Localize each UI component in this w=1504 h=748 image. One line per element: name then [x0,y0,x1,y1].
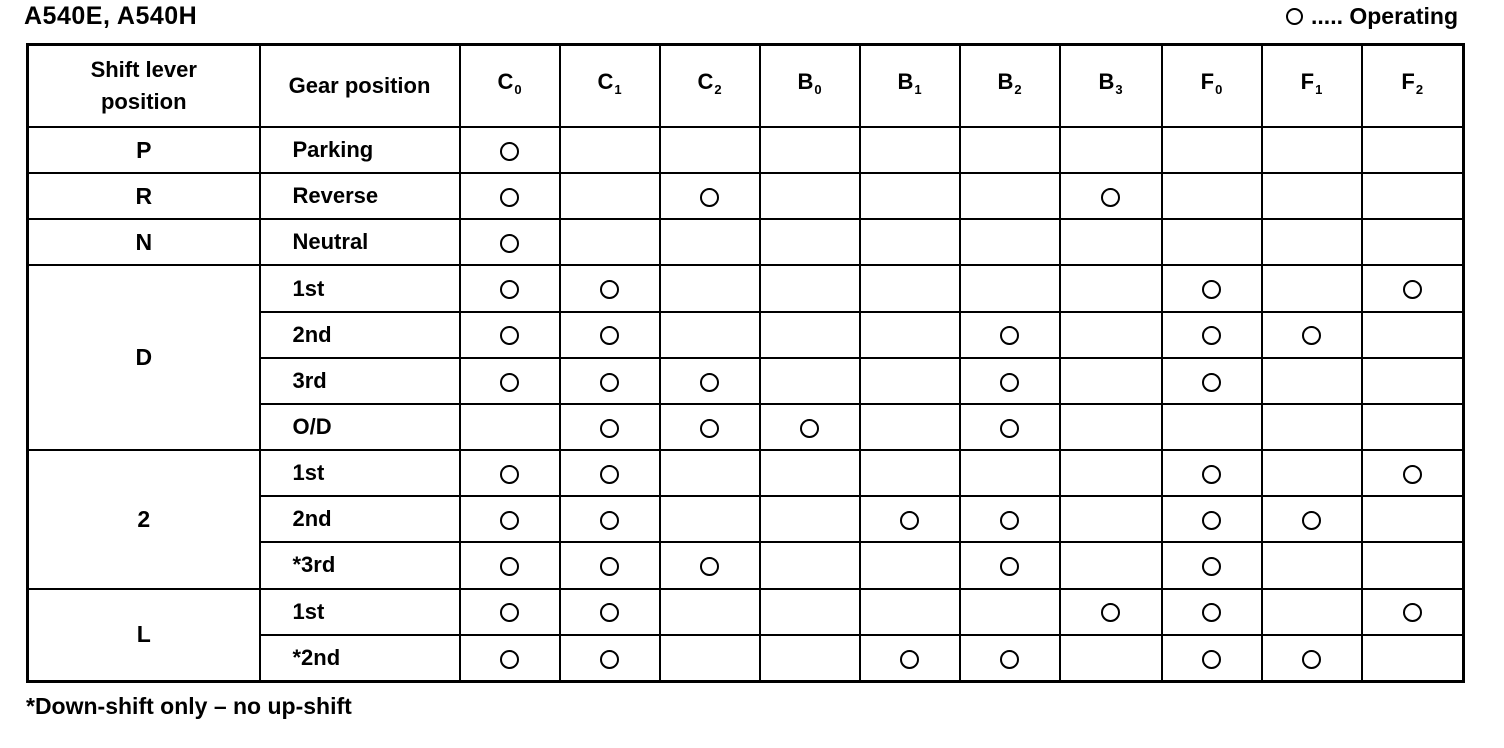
operating-circle-icon [600,511,619,530]
operation-cell [1262,127,1362,173]
operation-cell [660,450,760,496]
footnote: *Down-shift only – no up-shift [26,693,352,719]
operation-cell [1262,635,1362,682]
operation-cell [1162,358,1262,404]
operation-cell [760,127,860,173]
table-row [28,219,1464,265]
operation-cell [760,635,860,682]
operation-cell [460,635,560,682]
shift-lever-cell: 2 [28,450,260,588]
operation-cell [1362,219,1464,265]
operation-cell [1060,542,1162,588]
operating-circle-icon [1101,603,1120,622]
operation-cell [660,496,760,542]
operation-cell [1162,404,1262,450]
operation-cell [1162,589,1262,635]
operation-cell [1060,635,1162,682]
operation-cell [1362,265,1464,311]
operation-cell [1060,404,1162,450]
operation-cell [860,404,960,450]
operation-cell [660,635,760,682]
operation-cell [460,542,560,588]
operation-cell [1362,173,1464,219]
operating-circle-icon [800,419,819,438]
header-element: $F_0$ [1162,45,1262,128]
operation-cell [660,312,760,358]
operation-cell [560,496,660,542]
operating-circle-icon [700,419,719,438]
header-element: $F_1$ [1262,45,1362,128]
operating-circle-icon [600,373,619,392]
operating-circle-icon [900,511,919,530]
operation-cell [1362,358,1464,404]
operating-circle-icon [900,650,919,669]
operation-cell [760,358,860,404]
operation-cell [1162,450,1262,496]
legend [1286,3,1458,30]
operation-cell [1162,496,1262,542]
shift-lever-cell: L [28,589,260,682]
shift-lever-cell: R [28,173,260,219]
operation-cell [960,496,1060,542]
operating-circle-icon [500,373,519,392]
header-element: $C_0$ [460,45,560,128]
operation-cell [1162,265,1262,311]
operating-circle-icon [500,650,519,669]
operating-circle-icon [500,188,519,207]
operation-cell [1060,127,1162,173]
operation-cell [960,219,1060,265]
operating-circle-icon [500,603,519,622]
operation-cell [460,404,560,450]
operation-cell [560,219,660,265]
operation-cell [960,358,1060,404]
operation-cell [1262,589,1362,635]
operating-circle-icon [1202,557,1221,576]
operating-circle-icon [500,557,519,576]
operating-circle-icon [1302,326,1321,345]
operating-circle-icon [500,142,519,161]
operation-cell [760,450,860,496]
operation-cell [1362,312,1464,358]
operation-cell [660,127,760,173]
gear-position-cell: *3rd [260,542,460,588]
gear-position-cell: O/D [260,404,460,450]
header-element: $B_1$ [860,45,960,128]
operation-cell [860,265,960,311]
operation-cell [760,312,860,358]
operation-cell [1262,358,1362,404]
table-row [28,265,1464,311]
operation-cell [860,496,960,542]
operation-cell [1362,450,1464,496]
operating-circle-icon [500,280,519,299]
operation-cell [760,173,860,219]
operation-cell [1060,312,1162,358]
operating-circle-icon [700,557,719,576]
operation-cell [660,404,760,450]
operation-cell [1262,450,1362,496]
operation-cell [1362,542,1464,588]
header-element: $F_2$ [1362,45,1464,128]
operation-cell [1362,404,1464,450]
operating-circle-icon [1202,373,1221,392]
operating-circle-icon [1000,511,1019,530]
operation-cell [960,312,1060,358]
operation-cell [760,404,860,450]
header-element: $B_0$ [760,45,860,128]
operation-cell [1262,265,1362,311]
operation-cell [460,358,560,404]
operation-cell [1162,542,1262,588]
header-element: $C_1$ [560,45,660,128]
operating-circle-icon [1000,326,1019,345]
operation-cell [560,127,660,173]
operation-cell [460,589,560,635]
operating-circle-icon [1000,557,1019,576]
operating-circle-icon [700,188,719,207]
operation-cell [1162,173,1262,219]
operating-circle-icon [1286,8,1303,25]
operation-cell [560,312,660,358]
operation-cell [560,542,660,588]
operation-cell [760,589,860,635]
operation-cell [1162,635,1262,682]
header-shift-lever: Shift lever position [28,45,260,128]
header-element: $B_3$ [1060,45,1162,128]
operating-circle-icon [1302,511,1321,530]
operation-cell [760,542,860,588]
operation-cell [460,265,560,311]
operation-cell [1262,219,1362,265]
gear-position-cell: 1st [260,450,460,496]
operation-cell [660,173,760,219]
operating-circle-icon [1202,511,1221,530]
operation-cell [960,173,1060,219]
operating-circle-icon [1202,326,1221,345]
table-body [28,127,1464,682]
operation-table [26,43,1465,683]
operating-circle-icon [1403,280,1422,299]
operation-cell [860,127,960,173]
operating-circle-icon [1202,603,1221,622]
operation-cell [1262,542,1362,588]
gear-position-cell: Reverse [260,173,460,219]
operation-cell [1262,496,1362,542]
operation-cell [1262,404,1362,450]
operating-circle-icon [600,650,619,669]
operation-cell [1362,496,1464,542]
gear-position-cell: 1st [260,589,460,635]
operation-cell [860,542,960,588]
operating-circle-icon [600,557,619,576]
header-element: $B_2$ [960,45,1060,128]
header-row [28,45,1464,128]
operating-circle-icon [600,465,619,484]
gear-position-cell: *2nd [260,635,460,682]
operation-cell [660,589,760,635]
operation-cell [860,358,960,404]
operation-cell [1262,173,1362,219]
gear-position-cell: 2nd [260,312,460,358]
operation-cell [1162,127,1262,173]
operating-circle-icon [600,280,619,299]
shift-lever-cell: D [28,265,260,450]
operation-cell [1060,358,1162,404]
gear-position-cell: 2nd [260,496,460,542]
operation-cell [1362,127,1464,173]
operating-circle-icon [500,326,519,345]
operation-cell [560,265,660,311]
operation-cell [560,173,660,219]
operation-cell [460,219,560,265]
operation-cell [1162,312,1262,358]
operation-cell [760,265,860,311]
operation-cell [960,404,1060,450]
operation-cell [860,450,960,496]
table-row [28,450,1464,496]
operating-circle-icon [600,326,619,345]
operation-cell [1262,312,1362,358]
operation-cell [960,589,1060,635]
operating-circle-icon [1101,188,1120,207]
gear-position-cell: Neutral [260,219,460,265]
operation-cell [860,312,960,358]
operation-cell [1060,450,1162,496]
header-gear-position: Gear position [260,45,460,128]
operation-cell [1060,589,1162,635]
table-row [28,589,1464,635]
operation-cell [460,127,560,173]
operating-circle-icon [700,373,719,392]
gear-position-cell: 3rd [260,358,460,404]
operation-cell [1060,496,1162,542]
operation-cell [860,173,960,219]
operation-cell [560,404,660,450]
header-element: $C_2$ [660,45,760,128]
operation-cell [1162,219,1262,265]
operation-cell [1060,219,1162,265]
operation-cell [660,219,760,265]
operation-cell [1060,265,1162,311]
operation-cell [960,542,1060,588]
operation-cell [1362,589,1464,635]
operation-cell [460,173,560,219]
operation-cell [660,358,760,404]
operation-cell [660,542,760,588]
shift-lever-cell: N [28,219,260,265]
gear-position-cell: Parking [260,127,460,173]
operation-cell [960,450,1060,496]
operation-cell [760,496,860,542]
page-title: A540E, A540H [24,2,198,30]
operating-circle-icon [1202,465,1221,484]
operating-circle-icon [1000,373,1019,392]
operation-cell [560,589,660,635]
operating-circle-icon [1202,650,1221,669]
operating-circle-icon [500,465,519,484]
legend-text: ..... Operating [1311,3,1458,29]
operating-circle-icon [600,603,619,622]
operating-circle-icon [1302,650,1321,669]
operation-cell [1362,635,1464,682]
operation-cell [960,265,1060,311]
operation-cell [1060,173,1162,219]
operation-cell [960,635,1060,682]
operating-circle-icon [500,511,519,530]
operation-cell [460,450,560,496]
operating-circle-icon [1000,650,1019,669]
operation-cell [460,496,560,542]
operation-cell [460,312,560,358]
operating-circle-icon [1403,465,1422,484]
operating-circle-icon [1000,419,1019,438]
operation-cell [860,219,960,265]
shift-lever-cell: P [28,127,260,173]
operation-cell [560,635,660,682]
operation-cell [860,635,960,682]
gear-position-cell: 1st [260,265,460,311]
operation-cell [560,358,660,404]
table-row [28,127,1464,173]
operation-cell [860,589,960,635]
operation-cell [660,265,760,311]
operating-circle-icon [600,419,619,438]
operating-circle-icon [1403,603,1422,622]
table-row [28,173,1464,219]
operation-cell [560,450,660,496]
operating-circle-icon [500,234,519,253]
operation-cell [760,219,860,265]
operation-cell [960,127,1060,173]
operating-circle-icon [1202,280,1221,299]
